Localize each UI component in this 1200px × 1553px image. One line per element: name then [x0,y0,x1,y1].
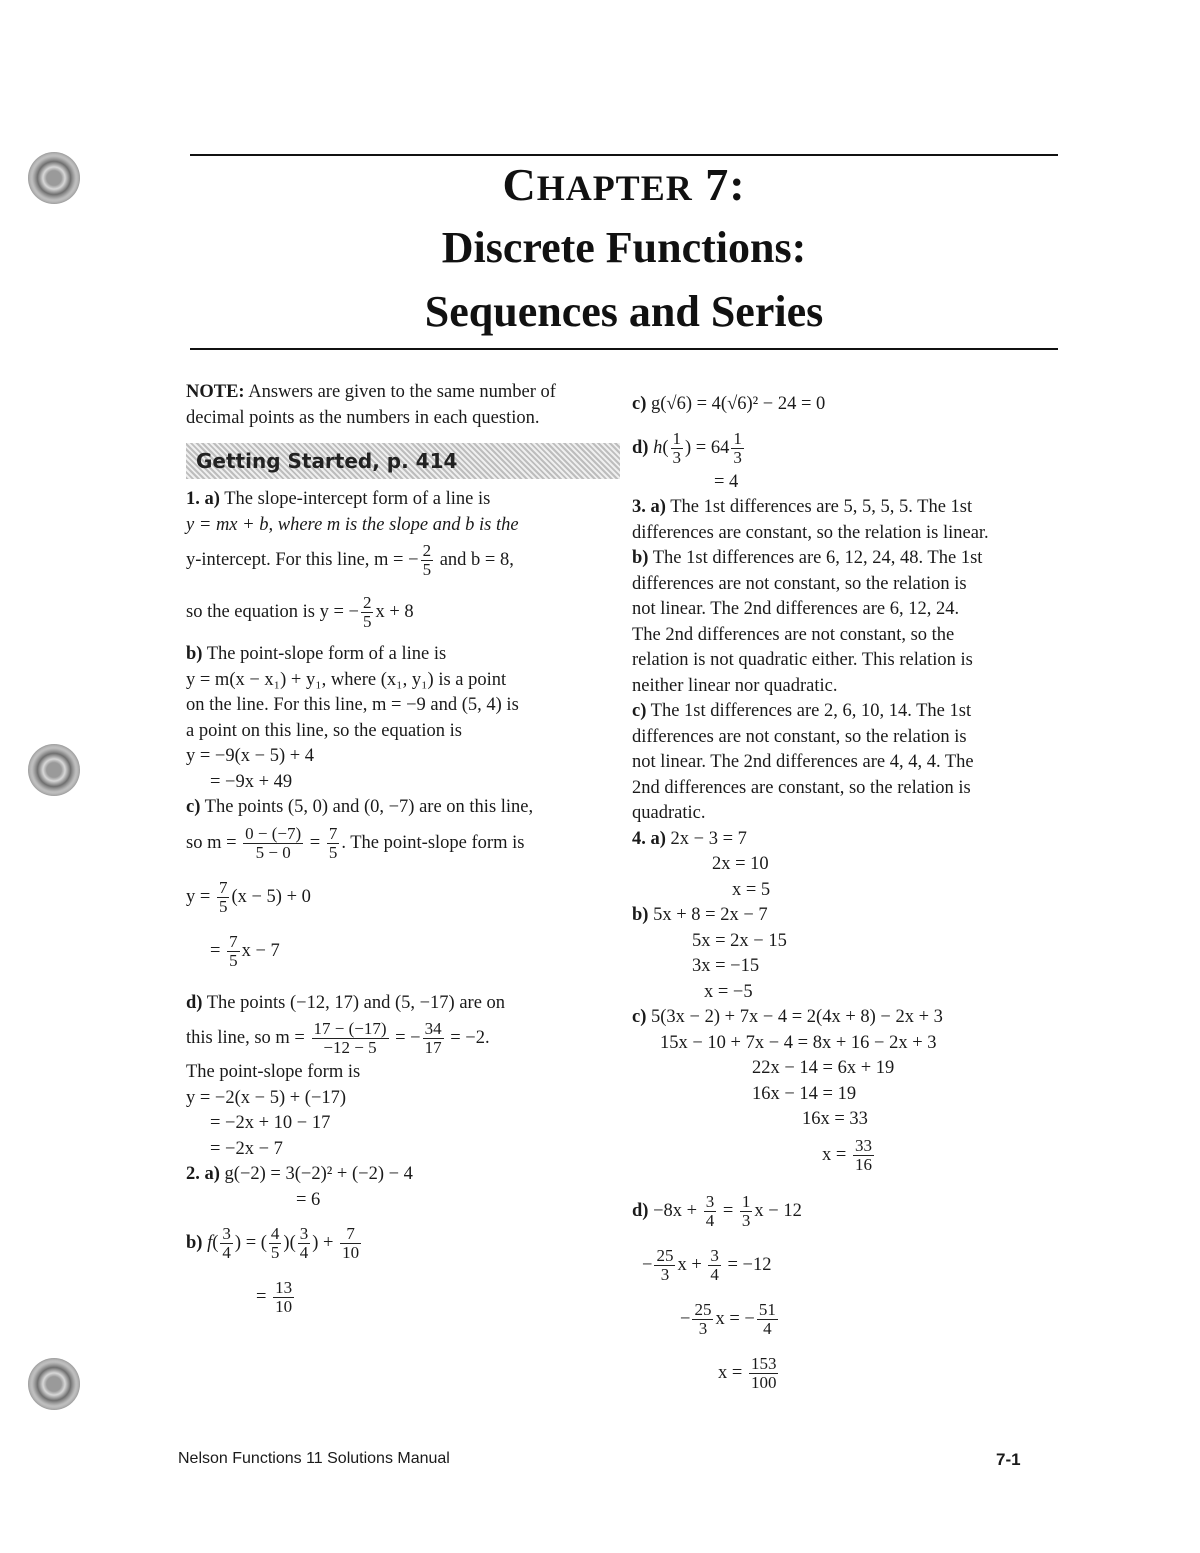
answer-text: = [309,832,321,853]
footer-manual-title: Nelson Functions 11 Solutions Manual [178,1450,450,1467]
fraction [757,1301,778,1338]
numerator: 3 [710,1245,719,1265]
answer-text: = [210,940,221,961]
denominator: 4 [705,1210,715,1230]
denominator: 3 [698,1318,708,1338]
answer-text: g(−2) = 3(−2)² + (−2) − 4 [224,1164,413,1184]
fraction [217,879,230,916]
answer-text: x = − [715,1308,755,1329]
fraction [269,1225,282,1262]
function-name: f [207,1233,213,1253]
numerator: 1 [733,428,742,448]
q1b-line-4: a point on this line, so the equation is [186,720,462,741]
denominator: 10 [342,1243,360,1263]
punch-hole-top [28,152,80,204]
punch-hole-bottom [28,1358,80,1410]
section-title: Getting Started, p. 414 [196,449,458,473]
q4c-line-3: 22x − 14 = 6x + 19 [752,1058,895,1078]
denominator: 3 [741,1210,751,1230]
q4a-line-2: 2x = 10 [712,854,769,874]
answer-text: and b = 8, [439,550,514,570]
fraction [421,542,434,579]
numerator: 0 − (−7) [245,823,302,843]
question-label: b) [186,644,203,664]
denominator: 5 [362,612,372,632]
numerator: 7 [229,931,238,951]
denominator: 100 [750,1372,777,1392]
answer-text: −8x + [653,1200,698,1221]
answer-text: = −12 [727,1254,772,1275]
q1c-line-3 [186,875,618,919]
answer-text: x − 12 [754,1200,802,1221]
q2b-line-2 [186,1275,618,1319]
answer-text: y-intercept. For this line, m = − [186,550,419,570]
fraction [327,825,340,862]
q1d-line-1 [186,991,618,1017]
denominator: 5 [422,560,432,580]
q4d-line-1 [632,1189,1062,1233]
note-line-1 [186,380,618,406]
q4c-line-4: 16x − 14 = 19 [752,1083,857,1104]
q1d-line-5: = −2x + 10 − 17 [210,1113,331,1133]
denominator: 17 [424,1038,442,1058]
denominator: 5 [328,842,338,862]
q3a-line-1 [632,495,1062,521]
numerator: 153 [750,1353,777,1373]
numerator: 13 [275,1278,293,1298]
answer-text: + [323,1233,334,1253]
q2d-line-2: = 4 [714,471,739,492]
answer-text: = [722,1200,734,1221]
q3c-line-3: not linear. The 2nd differences are 4, 4, 4. The [632,752,974,772]
numerator: 51 [758,1299,776,1319]
answer-text: (x − 5) + 0 [231,886,311,907]
answer-text: this line, so m = [186,1028,305,1048]
answer-text: = − [395,1028,421,1048]
q1a-line-1 [186,487,618,513]
denominator: 3 [660,1264,670,1284]
q1d-line-4: y = −2(x − 5) + (−17) [186,1087,347,1108]
answer-text: x = [718,1362,743,1383]
answer-text: The slope-intercept form of a line is [224,489,491,509]
top-rule [190,154,1058,156]
chapter-initial: C [502,159,537,210]
fraction [227,933,240,970]
question-label: d) [632,1200,649,1221]
answer-text: 2x − 3 = 7 [670,828,747,849]
q1a-line-2: y = mx + b, where m is the slope and b is the [186,514,519,535]
q1d-line-3: The point-slope form is [186,1062,361,1082]
answer-text: so the equation is y = − [186,602,359,622]
numerator: 34 [424,1019,442,1039]
fraction [708,1247,721,1284]
numerator: 25 [694,1299,712,1319]
q4b-line-3: 3x = −15 [692,956,760,976]
q3b-line-5: relation is not quadratic either. This relation is [632,650,973,670]
question-label: 2. a) [186,1164,220,1184]
answer-text: x = [822,1144,847,1165]
numerator: 3 [222,1224,231,1244]
right-column [632,392,1062,1395]
q4d-line-4 [632,1351,1062,1395]
answer-text: The 1st differences are 2, 6, 10, 14. The 1st [650,701,972,721]
q2d-line-1: d) h( $\frac{1}{3}$ ) = 64 $\frac{1}{3}$ [632,428,742,467]
q4b-line-1 [632,903,1062,929]
numerator: 4 [270,1224,280,1244]
answer-text: The points (−12, 17) and (5, −17) are on [206,992,506,1013]
q2b-line-1: b) f( $\frac{3}{4}$ ) = ( $\frac{4}{5}$ )( $\frac{3}{4}$ ) + $\frac{7}{10}$ [186,1224,360,1263]
denominator: 4 [222,1243,231,1263]
note-text-1: Answers are given to the same number of [248,382,556,402]
q3c-line-4: 2nd differences are constant, so the relation is [632,777,971,798]
numerator: 2 [422,541,432,561]
q1c-line-2 [186,821,618,865]
numerator: 2 [362,593,372,613]
fraction [853,1137,874,1174]
fraction [740,1193,753,1230]
q1b-line-5: y = −9(x − 5) + 4 [186,746,315,766]
q2a-line-2: = 6 [296,1189,321,1210]
answer-text: . The point-slope form is [341,832,525,853]
bottom-rule [190,348,1058,350]
title-line-2: Sequences and Series [424,287,824,336]
answer-text: g(√6) = 4(√6)² − 24 = 0 [651,394,826,414]
q3a-line-2: differences are constant, so the relation is linear. [632,522,989,543]
fraction [220,1225,233,1262]
q2c-line [632,392,1062,418]
denominator: 3 [672,447,681,467]
page-number: 7-1 [996,1450,1021,1469]
numerator: 3 [705,1191,715,1211]
fraction [671,430,684,467]
question-label: 3. a) [632,497,666,517]
q4d-line-2 [632,1243,1062,1287]
q1d-line-2 [186,1016,618,1060]
q3b-line-3: not linear. The 2nd differences are 6, 12, 24. [632,599,960,619]
fraction [312,1020,389,1057]
numerator: 7 [328,823,338,843]
answer-text: so m = [186,832,237,853]
question-label: 4. a) [632,828,666,849]
question-label: d) [186,992,203,1013]
numerator: 3 [299,1224,309,1244]
q4b-line-2: 5x = 2x − 15 [692,930,787,951]
fraction [361,594,374,631]
q3b-line-4: The 2nd differences are not constant, so the [632,624,955,645]
answer-text: The 1st differences are 6, 12, 24, 48. The 1st [652,548,983,568]
answer-text: − [642,1254,653,1275]
fraction [654,1247,675,1284]
denominator: 5 [270,1243,280,1263]
answer-text: 5(3x − 2) + 7x − 4 = 2(4x + 8) − 2x + 3 [651,1007,943,1027]
fraction [749,1355,779,1392]
denominator: 4 [710,1264,719,1284]
answer-text: = [245,1233,257,1253]
answer-text: x + 8 [375,602,414,622]
q1d-line-6: = −2x − 7 [210,1138,283,1159]
numerator: 7 [218,877,228,897]
q3b-line-2: differences are not constant, so the relation is [632,573,967,594]
question-label: b) [632,905,649,925]
q4c-line-6 [632,1133,1062,1177]
question-label: c) [632,701,647,721]
fraction [731,430,744,467]
q1b-line-2: y = m(x − x₁) + y₁, where (x₁, y₁) is a point [186,669,507,690]
chapter-number: 7: [705,159,746,210]
denominator: 16 [854,1154,872,1174]
denominator: 10 [275,1297,293,1317]
denominator: 5 [218,896,228,916]
fraction [704,1193,717,1230]
q3c-line-5: quadratic. [632,803,706,823]
fraction [692,1301,713,1338]
denominator: 3 [733,447,742,467]
answer-text: = −2. [450,1028,490,1048]
fraction [243,825,303,862]
q4d-line-3 [632,1297,1062,1341]
question-label: c) [186,797,201,817]
numerator: 1 [672,428,681,448]
denominator: 5 − 0 [255,842,291,862]
answer-text: y = [186,886,211,907]
q1a-line-3 [186,538,618,582]
question-label: d) [632,437,649,458]
note-label: NOTE: [186,382,245,402]
q4a-line-1 [632,827,1062,853]
q1b-line-6: = −9x + 49 [210,771,293,792]
question-label: b) [186,1233,203,1253]
question-label: b) [632,548,649,568]
section-banner [186,443,620,479]
q2a-line-1 [186,1162,618,1188]
answer-text: − [680,1308,691,1329]
q3b-line-1 [632,546,1062,572]
question-label: c) [632,394,647,414]
q4b-line-4: x = −5 [704,981,753,1002]
chapter-heading [190,158,1058,211]
numerator: 1 [741,1191,751,1211]
q3c-line-2: differences are not constant, so the relation is [632,726,967,747]
function-name: h [653,437,663,458]
numerator: 25 [656,1245,674,1265]
answer-text: The points (5, 0) and (0, −7) are on this line, [204,797,534,817]
answer-text: The 1st differences are 5, 5, 5, 5. The 1st [670,497,973,517]
question-label: c) [632,1007,647,1027]
fraction [273,1279,294,1316]
note-line-2: decimal points as the numbers in each question. [186,407,540,428]
numerator: 17 − (−17) [313,1019,387,1039]
answer-text: = [256,1287,267,1307]
denominator: 4 [763,1318,772,1338]
left-column [186,380,618,1319]
answer-text: 5x + 8 = 2x − 7 [653,905,768,925]
q1b-line-3: on the line. For this line, m = −9 and (5, 4) is [186,695,519,715]
answer-text: The point-slope form of a line is [206,644,447,664]
q1c-line-1 [186,795,618,821]
q4a-line-3: x = 5 [732,879,771,900]
q3c-line-1 [632,699,1062,725]
fraction [340,1225,361,1262]
fraction [423,1020,444,1057]
q1a-line-4 [186,590,618,634]
q1c-line-4 [186,929,618,973]
q3b-line-6: neither linear nor quadratic. [632,675,838,696]
question-label: 1. a) [186,489,220,509]
numerator: 7 [340,1225,361,1244]
q4c-line-1 [632,1005,1062,1031]
chapter-word: HAPTER [536,168,693,208]
answer-text: x − 7 [241,940,280,961]
punch-hole-middle [28,744,80,796]
denominator: −12 − 5 [323,1038,377,1058]
fraction [298,1225,311,1262]
answer-text: = 64 [695,437,730,458]
numerator: 33 [854,1135,872,1155]
answer-text: x + [677,1254,702,1275]
q4c-line-5: 16x = 33 [802,1109,868,1129]
denominator: 5 [229,950,238,970]
denominator: 4 [299,1243,309,1263]
q1b-line-1 [186,642,618,668]
q4c-line-2: 15x − 10 + 7x − 4 = 8x + 16 − 2x + 3 [660,1032,937,1053]
title-line-1: Discrete Functions: [441,223,807,272]
